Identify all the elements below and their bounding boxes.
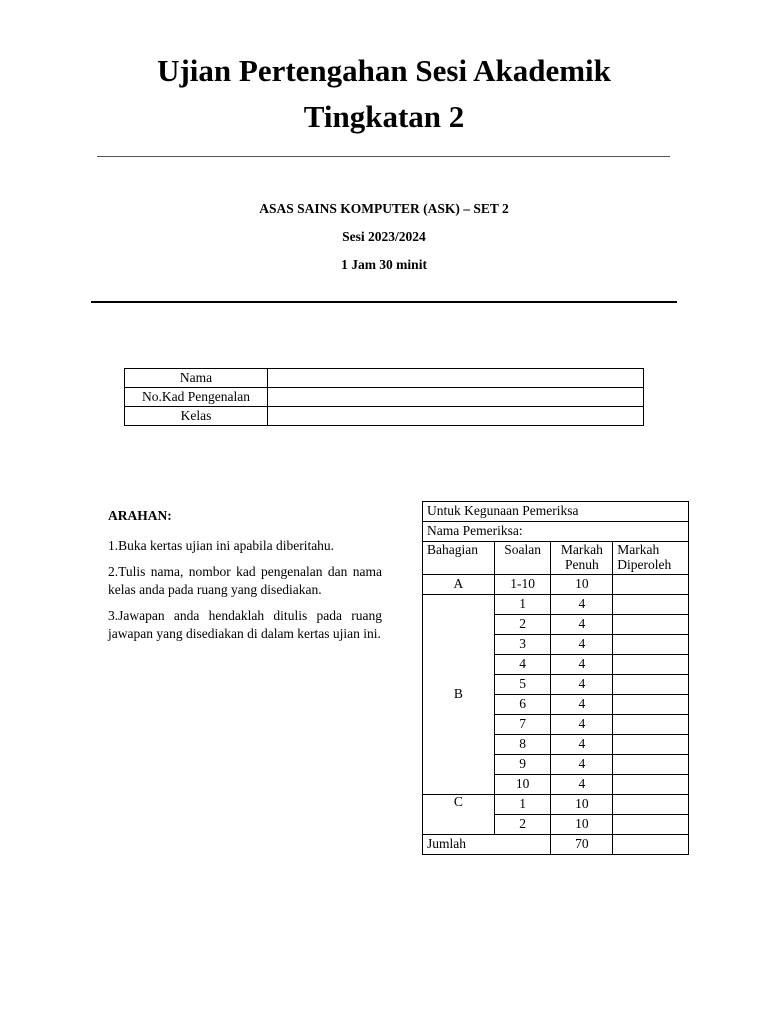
full-marks-cell: 4 — [551, 614, 613, 634]
question-cell: 4 — [494, 654, 551, 674]
obtained-marks-cell[interactable] — [613, 774, 689, 794]
student-info-row — [125, 369, 644, 388]
obtained-marks-cell[interactable] — [613, 754, 689, 774]
subject-heading: ASAS SAINS KOMPUTER (ASK) – SET 2 — [259, 201, 509, 216]
header-divider — [91, 301, 677, 303]
total-label: Jumlah — [423, 834, 551, 854]
instruction-item: 1.Buka kertas ujian ini apabila diberitahu. — [108, 537, 335, 553]
instructions-block — [108, 507, 382, 651]
obtained-marks-cell[interactable] — [613, 574, 689, 594]
examiner-table-title: Untuk Kegunaan Pemeriksa — [423, 502, 689, 522]
obtained-marks-cell[interactable] — [613, 814, 689, 834]
ic-label: No.Kad Pengenalan — [125, 388, 268, 407]
table-row — [423, 574, 689, 594]
duration-heading: 1 Jam 30 minit — [341, 257, 427, 272]
student-info-row — [125, 388, 644, 407]
section-c-label: C — [423, 794, 495, 834]
question-cell: 1-10 — [494, 574, 551, 594]
obtained-marks-cell[interactable] — [613, 654, 689, 674]
table-row — [423, 594, 689, 614]
full-marks-cell: 4 — [551, 754, 613, 774]
column-header-question: Soalan — [494, 542, 551, 575]
full-marks-cell: 4 — [551, 634, 613, 654]
column-header-section: Bahagian — [423, 542, 495, 575]
name-field[interactable] — [268, 369, 644, 388]
full-marks-cell: 4 — [551, 654, 613, 674]
question-cell: 7 — [494, 714, 551, 734]
student-info-table — [124, 368, 644, 426]
obtained-header-line-2: Diperoleh — [617, 556, 672, 572]
full-marks-cell: 10 — [551, 574, 613, 594]
full-marks-cell: 4 — [551, 694, 613, 714]
examiner-name-field[interactable]: Nama Pemeriksa: — [423, 522, 689, 542]
column-header-obtained-marks — [613, 542, 689, 575]
obtained-marks-cell[interactable] — [613, 594, 689, 614]
obtained-marks-cell[interactable] — [613, 674, 689, 694]
obtained-header-line-1: Markah — [617, 542, 660, 557]
ic-field[interactable] — [268, 388, 644, 407]
name-label: Nama — [125, 369, 268, 388]
class-field[interactable] — [268, 407, 644, 426]
question-cell: 1 — [494, 794, 551, 814]
question-cell: 3 — [494, 634, 551, 654]
obtained-marks-cell[interactable] — [613, 794, 689, 814]
total-obtained-marks[interactable] — [613, 834, 689, 854]
table-row — [423, 794, 689, 814]
obtained-marks-cell[interactable] — [613, 614, 689, 634]
total-row — [423, 834, 689, 854]
instructions-heading: ARAHAN: — [108, 508, 172, 523]
instruction-item: 3.Jawapan anda hendaklah ditulis pada ruang jawapan yang disediakan di dalam kertas ujian ini. — [108, 608, 382, 641]
question-cell: 8 — [494, 734, 551, 754]
full-marks-cell: 4 — [551, 594, 613, 614]
section-a-label: A — [423, 574, 495, 594]
obtained-marks-cell[interactable] — [613, 694, 689, 714]
obtained-marks-cell[interactable] — [613, 714, 689, 734]
section-b-label: B — [423, 594, 495, 794]
full-marks-header-line-1: Markah — [560, 542, 603, 557]
full-marks-cell: 4 — [551, 714, 613, 734]
full-marks-header-line-2: Penuh — [564, 556, 599, 572]
question-cell: 10 — [494, 774, 551, 794]
student-info-row — [125, 407, 644, 426]
exam-title-line-2: Tingkatan 2 — [303, 99, 465, 134]
examiner-marks-table — [422, 501, 689, 855]
full-marks-cell: 10 — [551, 794, 613, 814]
question-cell: 9 — [494, 754, 551, 774]
full-marks-cell: 4 — [551, 734, 613, 754]
full-marks-cell: 10 — [551, 814, 613, 834]
class-label: Kelas — [125, 407, 268, 426]
instruction-item: 2.Tulis nama, nombor kad pengenalan dan nama kelas anda pada ruang yang disediakan. — [108, 564, 382, 597]
question-cell: 2 — [494, 814, 551, 834]
full-marks-cell: 4 — [551, 674, 613, 694]
full-marks-cell: 4 — [551, 774, 613, 794]
total-full-marks: 70 — [551, 834, 613, 854]
question-cell: 6 — [494, 694, 551, 714]
question-cell: 2 — [494, 614, 551, 634]
question-cell: 1 — [494, 594, 551, 614]
title-divider — [97, 156, 670, 157]
obtained-marks-cell[interactable] — [613, 634, 689, 654]
obtained-marks-cell[interactable] — [613, 734, 689, 754]
question-cell: 5 — [494, 674, 551, 694]
exam-title-line-1: Ujian Pertengahan Sesi Akademik — [157, 53, 611, 88]
column-header-full-marks — [551, 542, 613, 575]
session-heading: Sesi 2023/2024 — [342, 229, 426, 244]
